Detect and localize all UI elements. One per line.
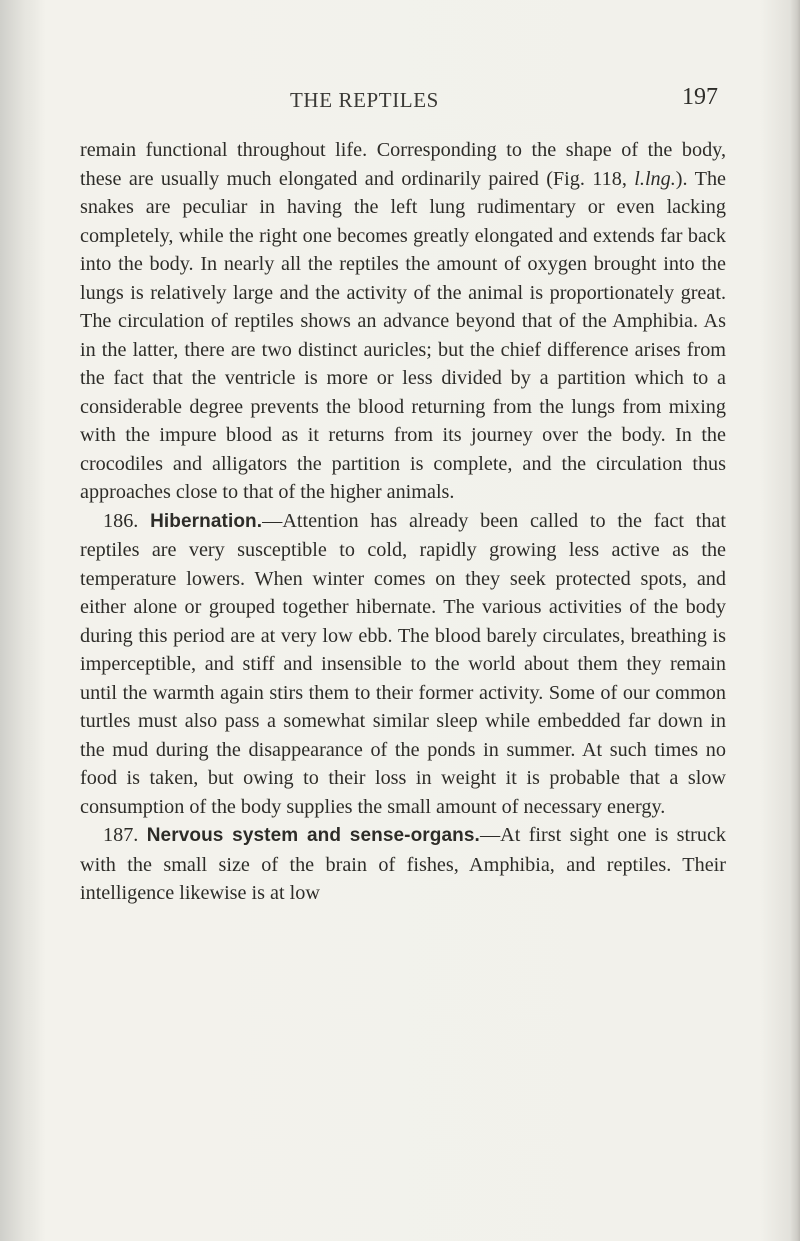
page-number: 197 — [682, 84, 718, 110]
paragraph-text: —Attention has already been called to the fact that reptiles are very susceptible to cold, rapidly growing less active as the temperature lowers. When winter comes on they seek protected spots, and either alone or grouped together hibernate. The various activities of the body during this period are at very low ebb. The blood barely circulates, breathing is imperceptible, and stiff and insensible to the world about them they remain until the warmth again stirs them to their former activity. Some of our common turtles must also pass a somewhat similar sleep while embedded far down in the mud during the disappearance of the ponds in summer. At such times no food is taken, but owing to their loss in weight it is probable that a slow consumption of the body supplies the small amount of necessary energy. — [80, 509, 726, 818]
paragraph-lung-circulation — [80, 136, 726, 507]
section-number: 187. — [103, 824, 139, 846]
paragraph-nervous-system — [80, 821, 726, 908]
body-text — [80, 136, 726, 908]
binding-gutter-shadow — [0, 0, 46, 1241]
paragraph-hibernation — [80, 507, 726, 822]
section-number: 186. — [103, 509, 139, 532]
running-title: THE REPTILES — [290, 88, 439, 112]
page-header — [80, 84, 720, 114]
figure-label-italic: l.lng. — [634, 167, 676, 190]
paragraph-text: ). The snakes are peculiar in having the left lung rudimentary or even lacking completely, while the right one becomes greatly elongated and extends far back into the body. In nearly all the reptiles the amount of oxygen brought into the lungs is relatively large and the activity of the animal is proportionately great. The circulation of reptiles shows an advance beyond that of the Amphibia. As in the latter, there are two distinct auricles; but the chief difference arises from the fact that the ventricle is more or less divided by a partition which to a considerable degree prevents the blood returning from the lungs from mixing with the impure blood as it returns from its journey over the body. In the crocodiles and alligators the partition is complete, and the circulation thus approaches close to that of the higher animals. — [80, 167, 726, 503]
section-heading: Nervous system and sense-organs. — [146, 825, 480, 846]
section-heading: Hibernation. — [150, 510, 263, 532]
paragraph-text: —At first sight one is struck with the small size of the brain of fishes, Amphibia, and reptiles. Their intelligence likewise is at low — [80, 824, 727, 904]
page-edge-shadow — [790, 0, 800, 1241]
paragraph-text: remain functional throughout life. Corresponding to the shape of the body, these are usually much elongated and ordinarily paired (Fig. 118, — [80, 139, 726, 190]
